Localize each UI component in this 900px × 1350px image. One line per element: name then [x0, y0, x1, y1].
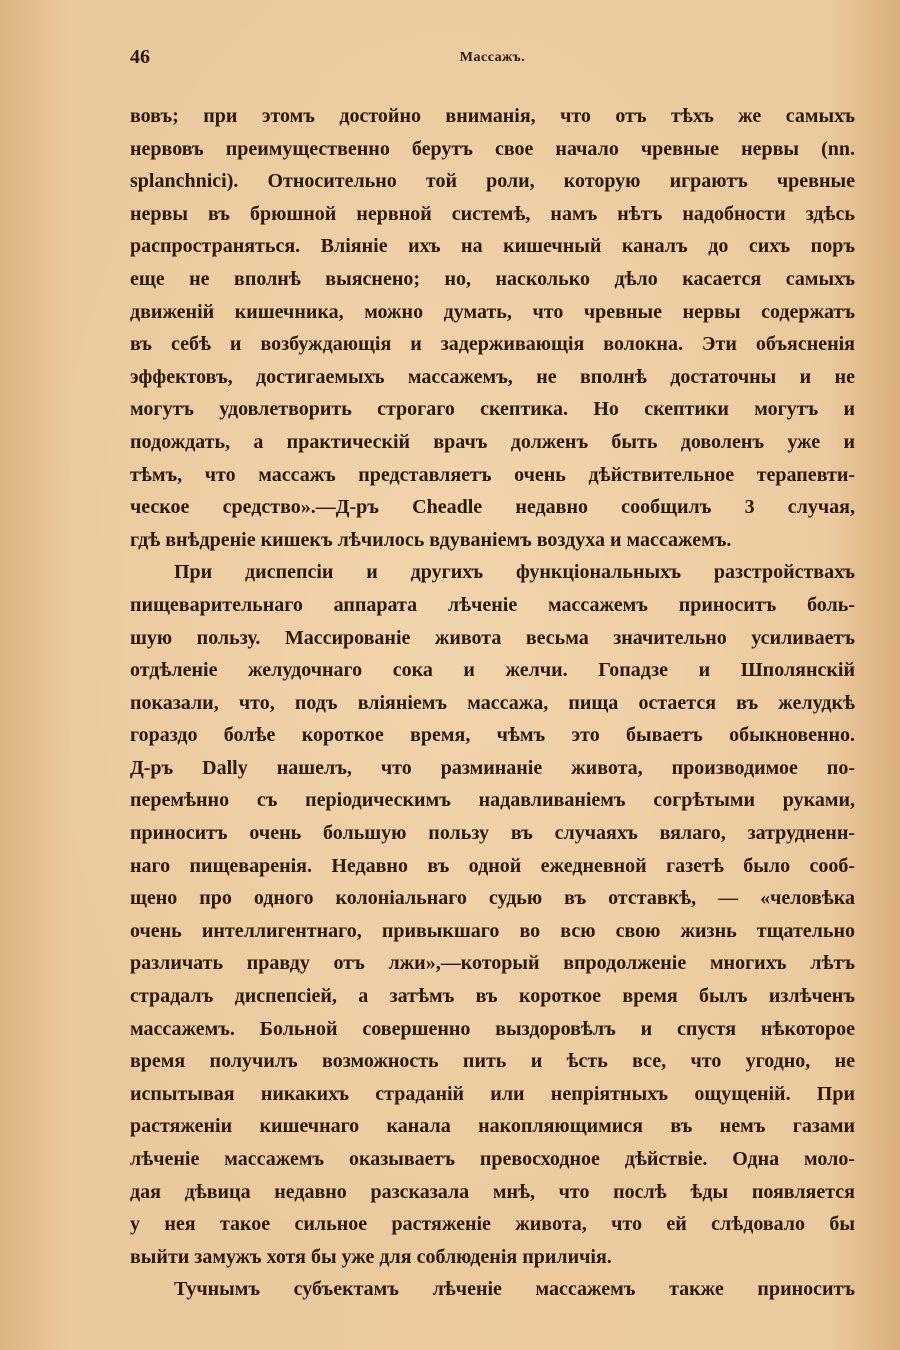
text-line: подождать, а практическій врачъ долженъ быть доволенъ уже и	[130, 430, 855, 453]
text-line: страдалъ диспепсіей, а затѣмъ въ короткое время былъ излѣченъ	[130, 985, 855, 1008]
text-line: шую пользу. Массированіе живота весьма значительно усиливаетъ	[130, 626, 855, 649]
text-line: Д-ръ Dally нашелъ, что разминаніе живота, производимое по-	[130, 756, 855, 779]
text-line: растяженіи кишечнаго канала накопляющимися въ немъ газами	[130, 1115, 855, 1138]
text-line: показали, что, подъ вліяніемъ массажа, пища остается въ желудкѣ	[130, 691, 855, 714]
text-line: время получилъ возможность пить и ѣсть все, что угодно, не	[130, 1050, 855, 1073]
text-line: отдѣленіе желудочнаго сока и желчи. Гопадзе и Шполянскій	[130, 659, 855, 682]
text-line: у нея такое сильное растяженіе живота, что ей слѣдовало бы	[130, 1213, 855, 1236]
text-line: еще не вполнѣ выяснено; но, насколько дѣло касается самыхъ	[130, 267, 855, 290]
body-text	[130, 100, 855, 1306]
page-header	[130, 46, 855, 72]
text-line: могутъ удовлетворить строгаго скептика. Но скептики могутъ и	[130, 398, 855, 421]
text-line: ческое средство».—Д-ръ Cheadle недавно сообщилъ 3 случая,	[130, 496, 855, 519]
text-line: наго пищеваренія. Недавно въ одной ежедневной газетѣ было сооб-	[130, 854, 855, 877]
text-line: очень интеллигентнаго, привыкшаго во всю свою жизнь тщательно	[130, 919, 855, 942]
text-line: гораздо болѣе короткое время, чѣмъ это бываетъ обыкновенно.	[130, 724, 855, 747]
text-line: въ себѣ и возбуждающія и задерживающія волокна. Эти объясненія	[130, 333, 855, 356]
text-line: При диспепсіи и другихъ функціональныхъ разстройствахъ	[174, 561, 855, 584]
running-head: Массажъ.	[459, 50, 526, 65]
text-line: приноситъ очень большую пользу въ случаяхъ вялаго, затрудненн-	[130, 822, 855, 845]
text-line: различать правду отъ лжи»,—который впродолженіе многихъ лѣтъ	[130, 952, 855, 975]
text-line: splanchnici). Относительно той роли, которую играютъ чревные	[130, 170, 855, 193]
text-line: нервовъ преимущественно берутъ свое начало чревные нервы (nn.	[130, 137, 855, 160]
text-line: выйти замужъ хотя бы уже для соблюденія приличія.	[130, 1245, 612, 1268]
text-line: Тучнымъ субъектамъ лѣченіе массажемъ также приноситъ	[174, 1278, 855, 1301]
text-line: дая дѣвица недавно разсказала мнѣ, что послѣ ѣды появляется	[130, 1180, 855, 1203]
text-line: вовъ; при этомъ достойно вниманія, что отъ тѣхъ же самыхъ	[130, 105, 855, 127]
text-line: лѣченіе массажемъ оказываетъ превосходное дѣйствіе. Одна моло-	[130, 1148, 855, 1170]
text-line: массажемъ. Больной совершенно выздоровѣлъ и спустя нѣкоторое	[130, 1017, 855, 1040]
text-line: щено про одного колоніальнаго судью въ отставкѣ, — «человѣка	[130, 887, 855, 910]
text-line: пищеварительнаго аппарата лѣченіе массажемъ приноситъ боль-	[130, 593, 855, 616]
text-line: эффектовъ, достигаемыхъ массажемъ, не вполнѣ достаточны и не	[130, 365, 855, 388]
text-line: перемѣнно съ періодическимъ надавливаніемъ согрѣтыми руками,	[130, 789, 855, 812]
text-line: движеній кишечника, можно думать, что чревные нервы содержатъ	[130, 300, 855, 323]
text-line: гдѣ внѣдреніе кишекъ лѣчилось вдуваніемъ воздуха и массажемъ.	[130, 528, 732, 551]
text-line: распространяться. Вліяніе ихъ на кишечный каналъ до сихъ поръ	[130, 235, 855, 258]
text-line: испытывая никакихъ страданій или непріятныхъ ощущеній. При	[130, 1082, 855, 1105]
text-line: нервы въ брюшной нервной системѣ, намъ нѣтъ надобности здѣсь	[130, 202, 855, 225]
page-number: 46	[130, 46, 150, 68]
text-line: тѣмъ, что массажъ представляетъ очень дѣйствительное терапевти-	[130, 463, 855, 486]
